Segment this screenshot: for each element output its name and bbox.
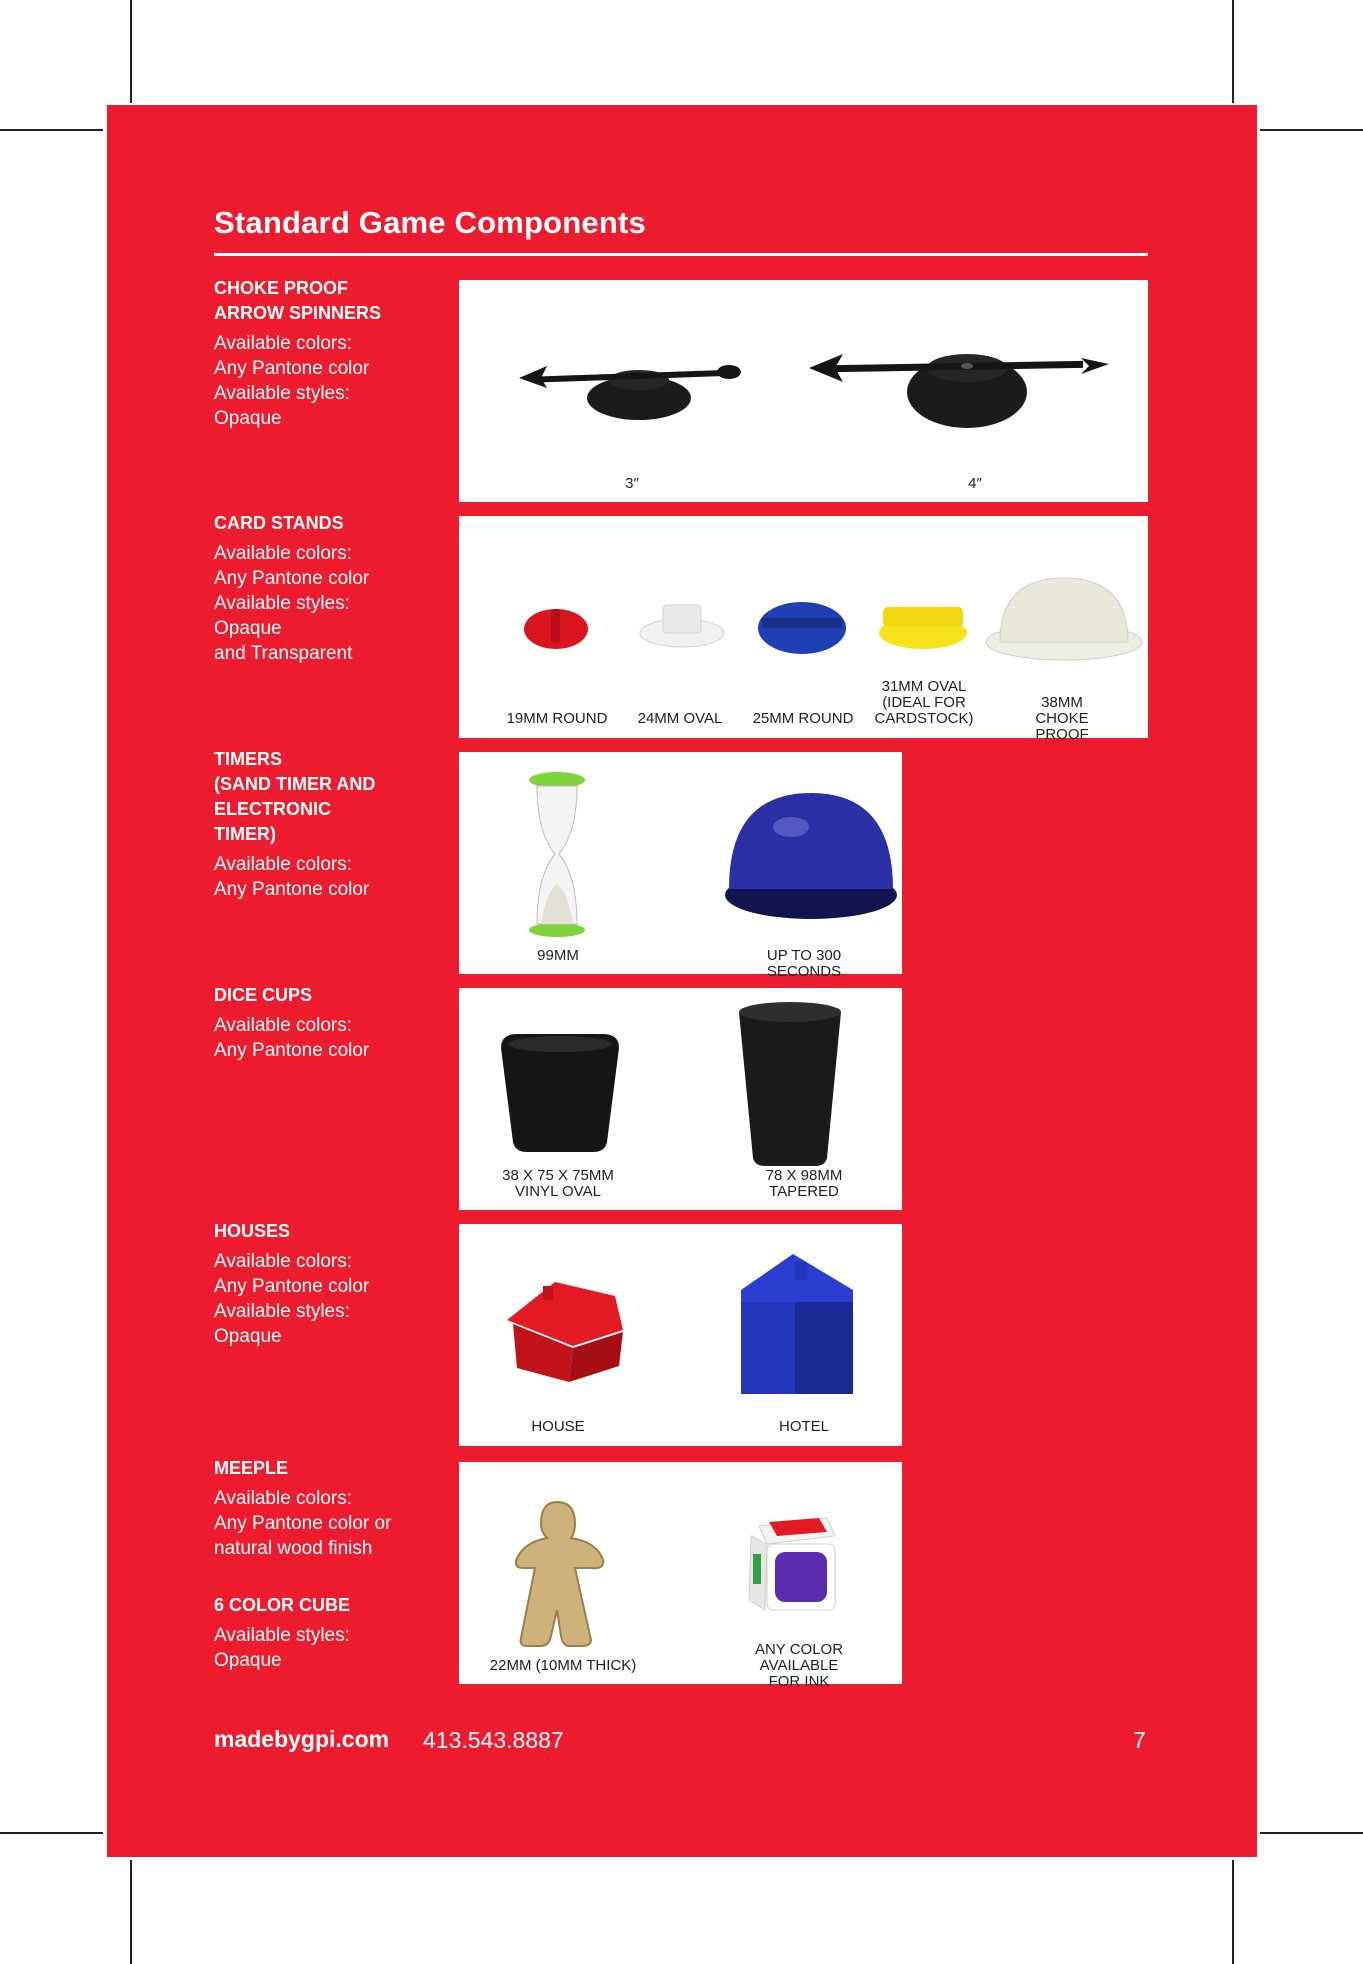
six-color-cube-image xyxy=(747,1514,839,1614)
card-stand-38mm-caption: 38MM CHOKE PROOF xyxy=(1035,694,1089,743)
meeple-cube-image-box xyxy=(459,1462,902,1690)
meeple-heading: MEEPLE xyxy=(214,1458,289,1478)
houses-label xyxy=(214,1219,444,1349)
color-cube-label xyxy=(214,1593,444,1673)
color-cube-description: Available styles: Opaque xyxy=(214,1625,350,1671)
color-cube-caption: ANY COLOR AVAILABLE FOR INK xyxy=(754,1641,844,1690)
tapered-dice-cup-caption: 78 X 98MM TAPERED xyxy=(765,1167,843,1200)
houses-description: Available colors: Any Pantone color Available styles: Opaque xyxy=(214,1251,370,1347)
title-divider xyxy=(214,253,1148,256)
footer-website-link[interactable]: madebygpi.com xyxy=(214,1726,390,1752)
dice-cups-heading: DICE CUPS xyxy=(214,985,313,1005)
timers-heading: TIMERS (SAND TIMER AND ELECTRONIC TIMER) xyxy=(214,749,376,844)
spinner-3in-caption: 3″ xyxy=(625,475,639,492)
meeple-image xyxy=(511,1498,611,1648)
card-stands-heading: CARD STANDS xyxy=(214,513,344,533)
page-number: 7 xyxy=(1133,1727,1146,1753)
electronic-timer-caption: UP TO 300 SECONDS xyxy=(766,947,842,980)
spinners-image-box xyxy=(459,280,1148,502)
card-stand-31mm-caption: 31MM OVAL (IDEAL FOR CARDSTOCK) xyxy=(874,678,974,727)
dice-cups-label xyxy=(214,983,444,1063)
crop-mark xyxy=(1260,129,1363,131)
crop-mark xyxy=(0,1832,103,1834)
spinner-4in-caption: 4″ xyxy=(968,475,982,492)
spinners-label xyxy=(214,276,444,431)
card-stand-19mm-image xyxy=(521,601,591,651)
spinner-3in-image xyxy=(519,350,759,430)
sand-timer-image xyxy=(527,772,587,937)
crop-mark xyxy=(1260,1832,1363,1834)
houses-heading: HOUSES xyxy=(214,1221,291,1241)
card-stand-25mm-image xyxy=(756,594,848,656)
crop-mark xyxy=(0,129,103,131)
houses-image-box xyxy=(459,1224,902,1446)
page-title: Standard Game Components xyxy=(214,205,646,240)
footer-phone-number: 413.543.8887 xyxy=(423,1727,564,1753)
crop-mark xyxy=(1232,0,1234,103)
card-stand-19mm-caption: 19MM ROUND xyxy=(506,710,608,727)
dice-cups-image-box xyxy=(459,988,902,1210)
card-stands-description: Available colors: Any Pantone color Available styles: Opaque and Transparent xyxy=(214,543,370,664)
tapered-dice-cup-image xyxy=(735,1000,845,1170)
card-stand-38mm-image xyxy=(984,574,1144,664)
oval-dice-cup-caption: 38 X 75 X 75MM VINYL OVAL xyxy=(502,1167,614,1200)
meeple-label xyxy=(214,1456,444,1561)
timers-description: Available colors: Any Pantone color xyxy=(214,854,370,900)
card-stand-25mm-caption: 25MM ROUND xyxy=(752,710,854,727)
house-piece-image xyxy=(503,1276,627,1386)
crop-mark xyxy=(1232,1860,1234,1964)
card-stand-24mm-image xyxy=(637,601,727,651)
card-stand-31mm-image xyxy=(877,601,969,651)
dice-cups-description: Available colors: Any Pantone color xyxy=(214,1015,370,1061)
card-stands-label xyxy=(214,511,444,666)
timers-image-box xyxy=(459,752,902,980)
spinners-heading: CHOKE PROOF ARROW SPINNERS xyxy=(214,278,382,323)
card-stands-image-box xyxy=(459,516,1148,743)
crop-mark xyxy=(130,0,132,103)
hotel-piece-image xyxy=(735,1250,859,1400)
oval-dice-cup-image xyxy=(495,1030,625,1155)
meeple-description: Available colors: Any Pantone color or natural wood finish xyxy=(214,1488,392,1559)
hotel-caption: HOTEL xyxy=(778,1418,830,1435)
spinners-description: Available colors: Any Pantone color Available styles: Opaque xyxy=(214,333,370,429)
house-caption: HOUSE xyxy=(531,1418,585,1435)
timers-label xyxy=(214,747,444,902)
sand-timer-caption: 99MM xyxy=(537,947,579,964)
card-stand-24mm-caption: 24MM OVAL xyxy=(637,710,723,727)
crop-mark xyxy=(130,1860,132,1964)
spinner-4in-image xyxy=(809,340,1119,440)
meeple-caption: 22MM (10MM THICK) xyxy=(489,1657,637,1674)
color-cube-heading: 6 COLOR CUBE xyxy=(214,1595,351,1615)
electronic-timer-image xyxy=(721,787,901,927)
